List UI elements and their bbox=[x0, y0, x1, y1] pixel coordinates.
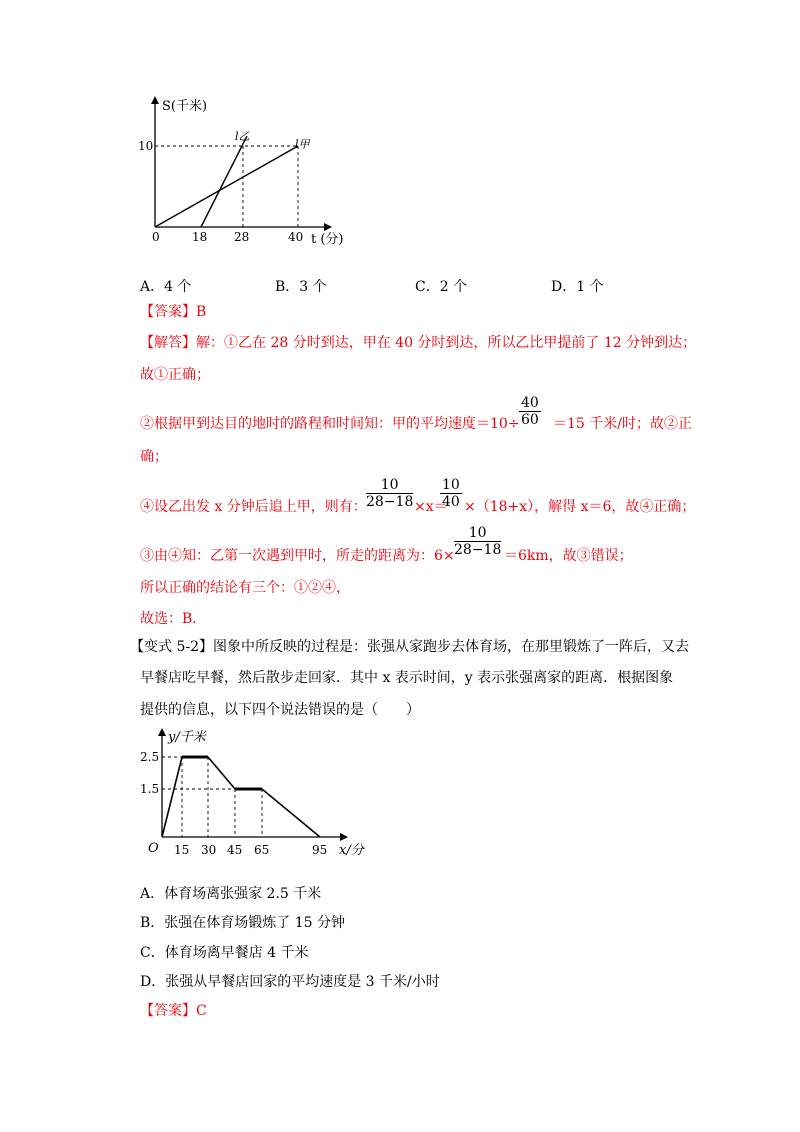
fraction-denominator: 60 bbox=[521, 412, 539, 428]
analysis-line-5c: ×（18+x），解得 x＝6，故④正确； bbox=[464, 499, 696, 515]
x-tick-18: 18 bbox=[192, 230, 208, 244]
option-b-1: B．3 个 bbox=[275, 279, 327, 295]
y-axis-label: S(千米) bbox=[162, 99, 208, 114]
distance-path bbox=[162, 757, 320, 837]
y-axis-label: y/千米 bbox=[168, 730, 206, 745]
distance-time-graph-1 bbox=[135, 92, 375, 252]
label-l-yi: l乙 bbox=[235, 130, 250, 143]
y-axis-arrow bbox=[151, 96, 159, 104]
analysis-line-8: 故选：B． bbox=[140, 611, 207, 627]
fraction-10-over-28-18-b bbox=[454, 525, 501, 558]
analysis-tag: 【解答】 bbox=[140, 335, 196, 351]
x-tick-28: 28 bbox=[234, 230, 250, 244]
y-tick-10: 10 bbox=[138, 139, 154, 153]
problem-2-line-2: 早餐店吃早餐，然后散步走回家．其中 x 表示时间，y 表示张强离家的距离．根据图象 bbox=[140, 670, 674, 686]
analysis-text-1: 解：①乙在 28 分时到达，甲在 40 分时到达，所以乙比甲提前了 12 分钟到达； bbox=[196, 335, 697, 351]
fraction-40-60 bbox=[519, 395, 541, 428]
line-yi bbox=[201, 136, 247, 227]
analysis-line-2: 故①正确； bbox=[140, 367, 210, 383]
analysis-line-5a: ④设乙出发 x 分钟后追上甲，则有： bbox=[140, 499, 367, 515]
x-axis-label: t (分) bbox=[311, 232, 344, 247]
y-tick-2-5: 2.5 bbox=[140, 750, 160, 764]
fraction-denominator: 28−18 bbox=[366, 494, 414, 510]
x-tick-40: 40 bbox=[288, 230, 304, 244]
answer-tag: 【答案】 bbox=[140, 304, 196, 320]
option-b-2: B．张强在体育场锻炼了 15 分钟 bbox=[140, 915, 346, 931]
analysis-line-3a: ②根据甲到达目的地时的路程和时间知：甲的平均速度＝10÷ bbox=[140, 416, 520, 432]
problem-2-line-3: 提供的信息，以下四个说法错误的是（ ） bbox=[140, 702, 420, 718]
analysis-line-6b: ＝6km，故③错误； bbox=[504, 548, 633, 564]
analysis-line-1 bbox=[140, 333, 696, 353]
label-l-jia: l甲 bbox=[295, 138, 310, 151]
problem-2-line-1 bbox=[130, 637, 689, 657]
analysis-line-6a: ③由④知：乙第一次遇到甲时，所走的距离为：6× bbox=[140, 548, 455, 564]
analysis-line-3b: ＝15 千米/时；故②正 bbox=[553, 416, 692, 432]
x-tick-65: 65 bbox=[254, 843, 270, 857]
option-c-2: C．体育场离早餐店 4 千米 bbox=[140, 945, 309, 961]
option-d-1: D．1 个 bbox=[551, 279, 604, 295]
analysis-line-4: 确； bbox=[140, 449, 168, 465]
fraction-numerator: 10 bbox=[454, 525, 501, 542]
origin-label: O bbox=[148, 841, 159, 856]
analysis-line-5b: ×x＝ bbox=[414, 499, 448, 515]
x-tick-30: 30 bbox=[201, 843, 217, 857]
option-a-2: A．体育场离张强家 2.5 千米 bbox=[140, 886, 322, 902]
x-tick-0: 0 bbox=[152, 230, 160, 244]
x-tick-95: 95 bbox=[312, 843, 328, 857]
answer-2 bbox=[140, 1001, 207, 1021]
fraction-numerator: 40 bbox=[521, 395, 539, 411]
fraction-10-over-28-18 bbox=[366, 477, 413, 510]
x-tick-15: 15 bbox=[174, 843, 190, 857]
answer-value: B bbox=[196, 304, 207, 320]
answer-tag: 【答案】 bbox=[140, 1003, 196, 1019]
line-jia bbox=[155, 146, 298, 227]
answer-1 bbox=[140, 302, 206, 322]
y-tick-1-5: 1.5 bbox=[140, 782, 160, 796]
fraction-denominator: 28−18 bbox=[454, 542, 502, 558]
x-axis-arrow bbox=[340, 833, 348, 841]
fraction-10-over-40 bbox=[440, 477, 462, 510]
problem-tag: 【变式 5-2】 bbox=[130, 639, 213, 655]
fraction-numerator: 10 bbox=[442, 477, 460, 493]
x-axis-arrow bbox=[324, 223, 332, 231]
y-axis-arrow bbox=[158, 728, 166, 736]
fraction-numerator: 10 bbox=[366, 477, 413, 494]
fraction-denominator: 40 bbox=[442, 494, 460, 510]
option-c-1: C．2 个 bbox=[415, 279, 468, 295]
option-a-1: A．4 个 bbox=[140, 279, 192, 295]
option-d-2: D．张强从早餐店回家的平均速度是 3 千米/小时 bbox=[140, 974, 440, 990]
x-tick-45: 45 bbox=[227, 843, 243, 857]
answer-value: C bbox=[196, 1003, 207, 1019]
analysis-line-7: 所以正确的结论有三个：①②④， bbox=[140, 580, 350, 596]
problem-2-text-1: 图象中所反映的过程是：张强从家跑步去体育场，在那里锻炼了一阵后，又去 bbox=[213, 639, 689, 655]
x-axis-label: x/分 bbox=[339, 843, 364, 858]
distance-time-graph-2 bbox=[135, 725, 375, 860]
